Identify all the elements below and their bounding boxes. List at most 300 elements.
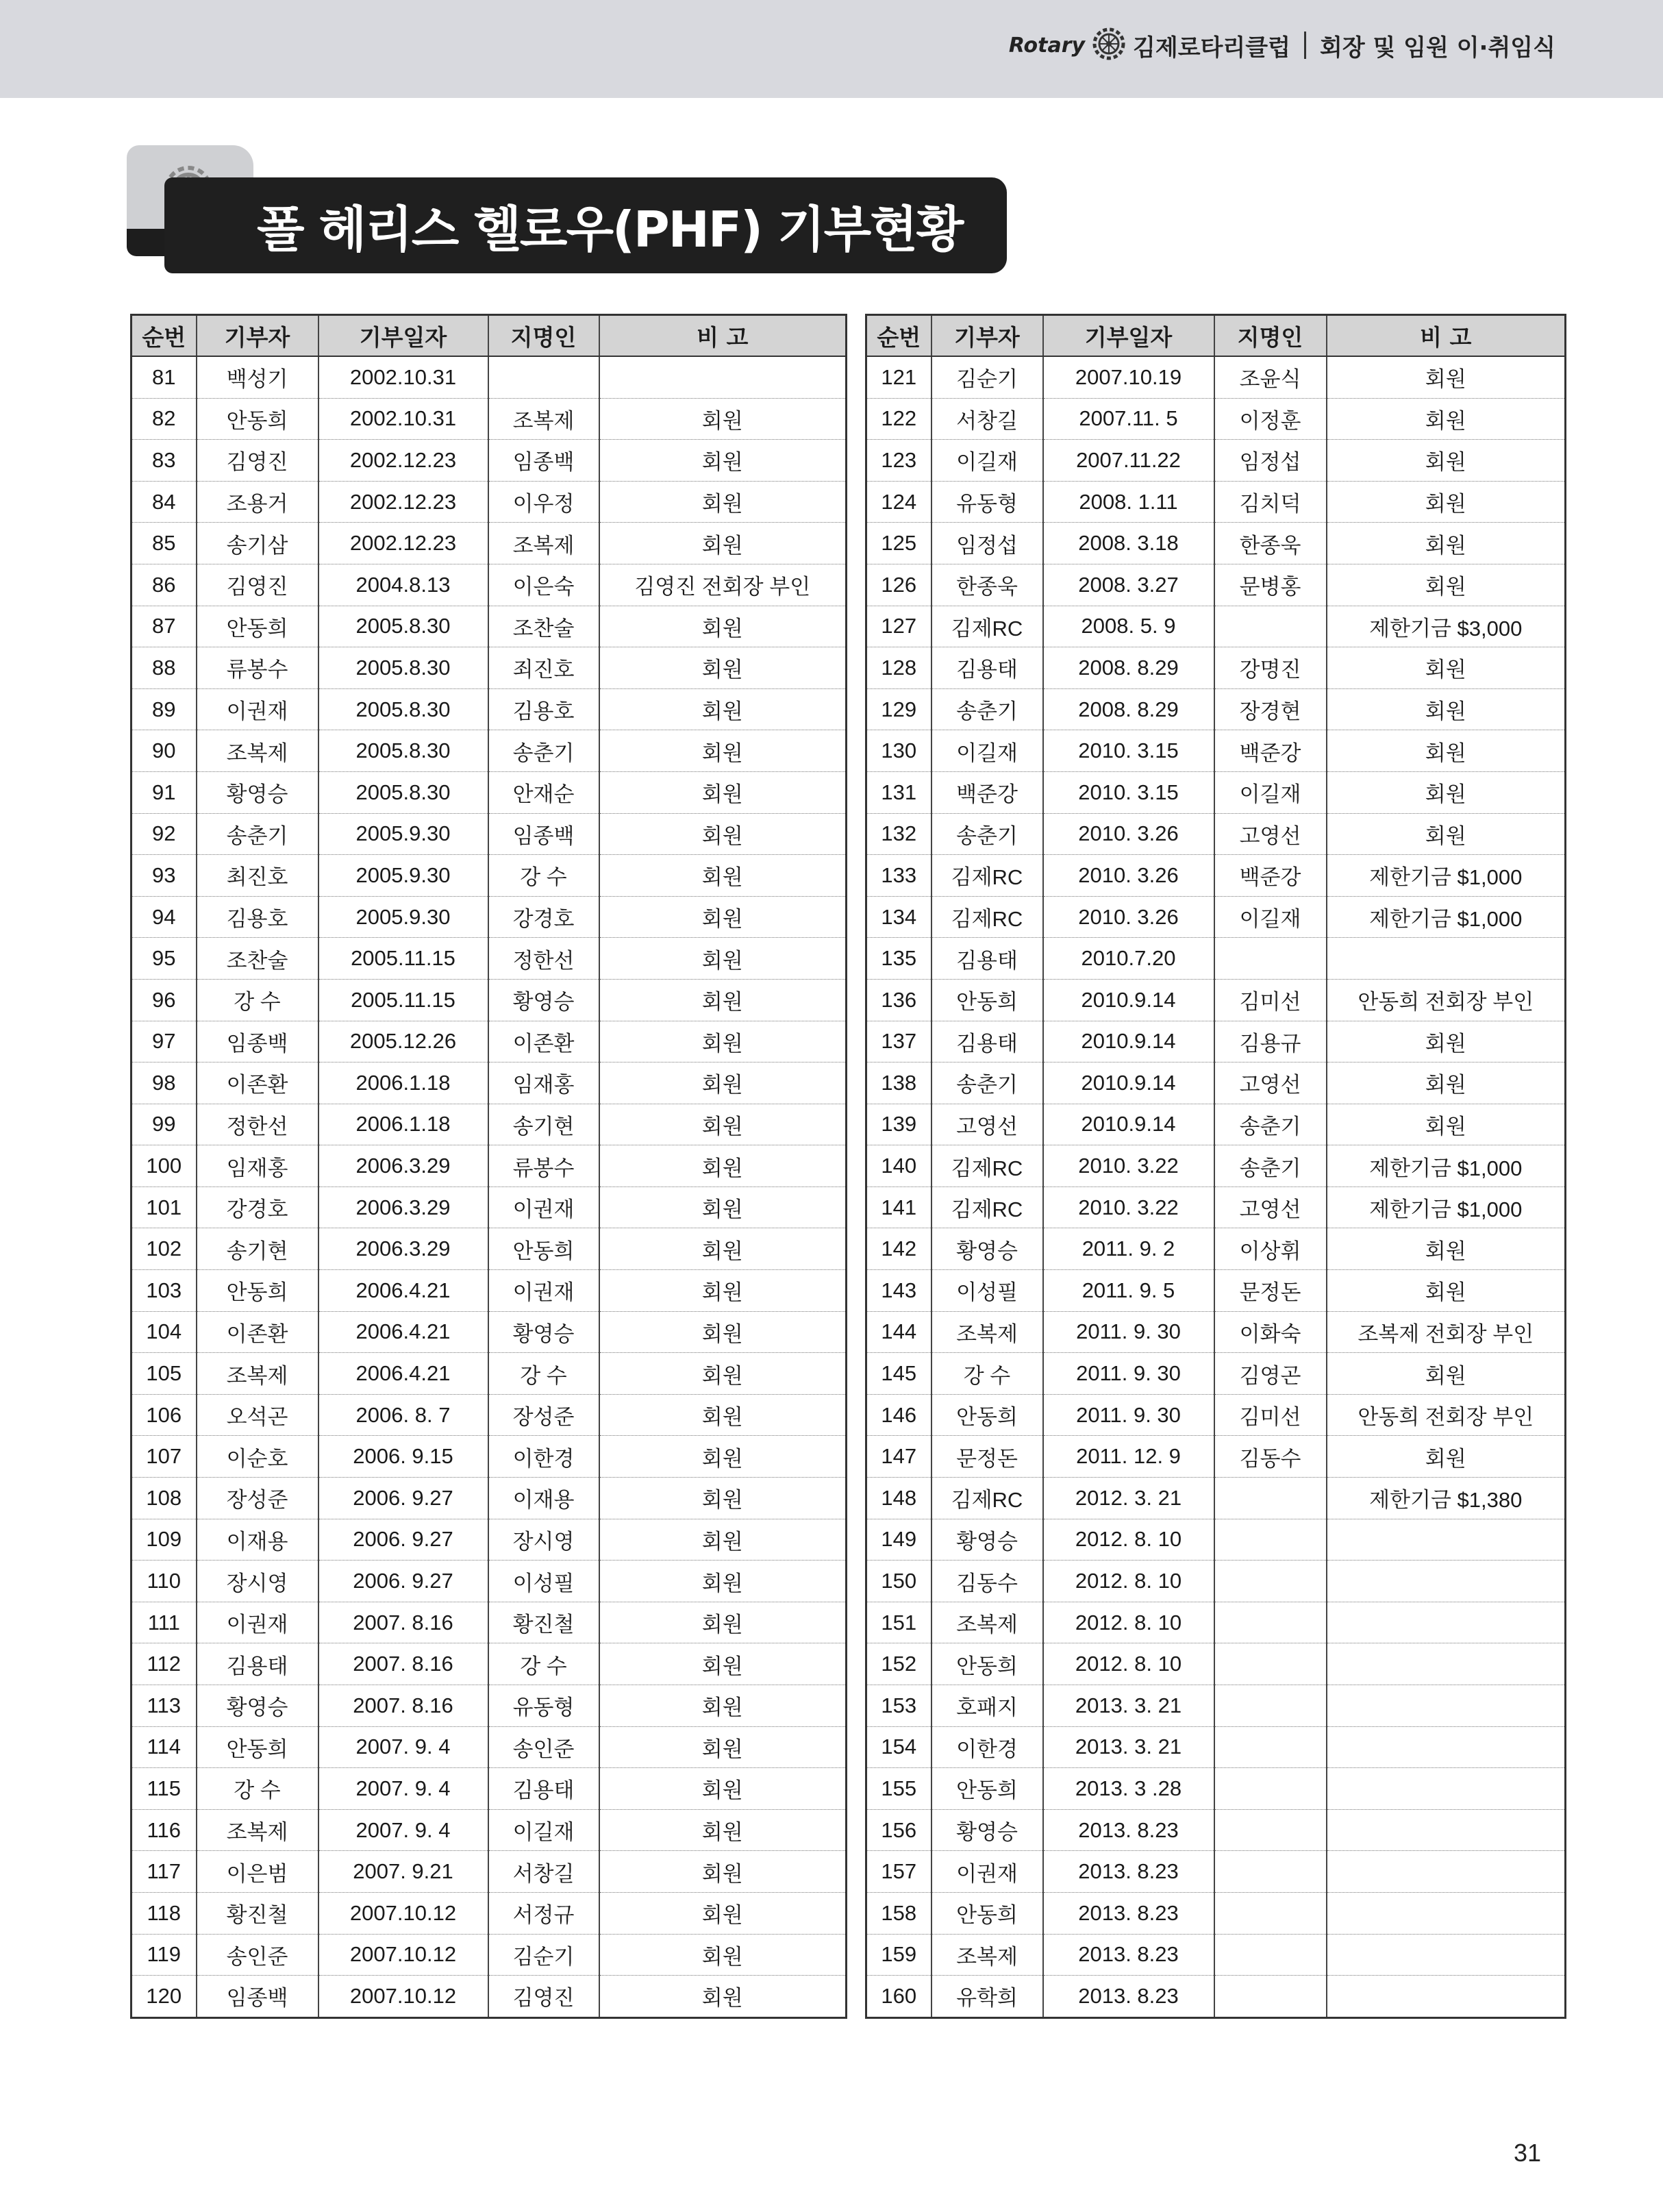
cell-donor: 고영선 [931, 1104, 1043, 1145]
cell-donor: 이권재 [931, 1851, 1043, 1893]
table-row [866, 896, 1566, 938]
cell-nominee: 고영선 [1214, 1186, 1327, 1228]
column-header-donor: 기부자 [197, 315, 318, 357]
cell-nominee: 강 수 [488, 855, 599, 897]
cell-donor: 김순기 [931, 356, 1043, 398]
cell-number: 107 [132, 1436, 197, 1478]
cell-nominee: 이정훈 [1214, 398, 1327, 440]
cell-number: 118 [132, 1892, 197, 1934]
cell-number: 145 [866, 1353, 931, 1395]
cell-nominee: 김영진 [488, 1976, 599, 2018]
cell-number: 99 [132, 1104, 197, 1145]
cell-note [1327, 1602, 1566, 1643]
cell-date: 2007. 9. 4 [318, 1809, 488, 1851]
table-row [132, 688, 847, 730]
table-row [866, 1228, 1566, 1270]
cell-number: 125 [866, 523, 931, 564]
cell-nominee: 이길재 [488, 1809, 599, 1851]
cell-donor: 이권재 [197, 688, 318, 730]
cell-donor: 김제RC [931, 1145, 1043, 1187]
cell-number: 116 [132, 1809, 197, 1851]
cell-donor: 김제RC [931, 1478, 1043, 1519]
cell-note: 회원 [1327, 1270, 1566, 1312]
cell-nominee: 송인준 [488, 1726, 599, 1768]
table-row [132, 730, 847, 772]
cell-nominee: 강 수 [488, 1643, 599, 1685]
table-row [132, 1726, 847, 1768]
cell-note: 회원 [599, 1519, 847, 1561]
cell-donor: 송춘기 [931, 1062, 1043, 1104]
cell-number: 143 [866, 1270, 931, 1312]
cell-date: 2005.11.15 [318, 979, 488, 1021]
cell-donor: 이성필 [931, 1270, 1043, 1312]
cell-donor: 김제RC [931, 606, 1043, 647]
cell-donor: 강 수 [197, 979, 318, 1021]
cell-date: 2013. 8.23 [1043, 1809, 1214, 1851]
cell-date: 2012. 8. 10 [1043, 1519, 1214, 1561]
cell-date: 2006. 8. 7 [318, 1394, 488, 1436]
table-row [866, 1976, 1566, 2018]
cell-nominee: 이우정 [488, 481, 599, 523]
cell-note: 회원 [599, 1436, 847, 1478]
title-bar [164, 177, 1007, 273]
table-row [866, 1145, 1566, 1187]
cell-date: 2013. 3 .28 [1043, 1768, 1214, 1810]
cell-number: 123 [866, 440, 931, 482]
cell-note: 회원 [599, 1104, 847, 1145]
cell-nominee: 이은숙 [488, 564, 599, 606]
cell-nominee [1214, 1768, 1327, 1810]
donation-table-right [865, 314, 1566, 2019]
table-header-row [132, 315, 847, 357]
cell-donor: 김제RC [931, 896, 1043, 938]
table-row [866, 688, 1566, 730]
cell-nominee: 김미선 [1214, 1394, 1327, 1436]
cell-nominee: 이상휘 [1214, 1228, 1327, 1270]
table-row [132, 771, 847, 813]
cell-number: 100 [132, 1145, 197, 1187]
cell-donor: 이한경 [931, 1726, 1043, 1768]
cell-date: 2006.3.29 [318, 1145, 488, 1187]
cell-note: 회원 [599, 1892, 847, 1934]
cell-number: 85 [132, 523, 197, 564]
column-header-note: 비 고 [1327, 315, 1566, 357]
cell-nominee: 송기현 [488, 1104, 599, 1145]
cell-number: 94 [132, 896, 197, 938]
cell-note: 회원 [599, 855, 847, 897]
column-header-number: 순번 [866, 315, 931, 357]
cell-date: 2010. 3.26 [1043, 855, 1214, 897]
cell-number: 89 [132, 688, 197, 730]
cell-donor: 황영승 [931, 1228, 1043, 1270]
cell-date: 2007. 9. 4 [318, 1726, 488, 1768]
cell-number: 102 [132, 1228, 197, 1270]
cell-note: 회원 [599, 1478, 847, 1519]
cell-nominee: 백준강 [1214, 855, 1327, 897]
table-row [132, 1228, 847, 1270]
table-row [866, 1809, 1566, 1851]
cell-note: 회원 [599, 1062, 847, 1104]
cell-donor: 조복제 [931, 1311, 1043, 1353]
table-row [866, 1270, 1566, 1312]
cell-number: 90 [132, 730, 197, 772]
cell-nominee: 조찬술 [488, 606, 599, 647]
cell-number: 108 [132, 1478, 197, 1519]
title-banner [127, 145, 1007, 279]
cell-note: 회원 [599, 1561, 847, 1602]
table-header-row [866, 315, 1566, 357]
cell-date: 2007.10.12 [318, 1934, 488, 1976]
cell-nominee: 서정규 [488, 1892, 599, 1934]
cell-date: 2006. 9.27 [318, 1561, 488, 1602]
cell-note: 제한기금 $1,000 [1327, 855, 1566, 897]
cell-nominee: 황진철 [488, 1602, 599, 1643]
cell-date: 2007. 8.16 [318, 1643, 488, 1685]
cell-note: 제한기금 $1,000 [1327, 896, 1566, 938]
table-row [866, 1186, 1566, 1228]
table-row [866, 1394, 1566, 1436]
cell-nominee: 장경현 [1214, 688, 1327, 730]
cell-note: 회원 [599, 647, 847, 689]
cell-nominee [1214, 1809, 1327, 1851]
cell-number: 106 [132, 1394, 197, 1436]
cell-date: 2007.10.12 [318, 1892, 488, 1934]
cell-nominee [1214, 1478, 1327, 1519]
cell-nominee: 이권재 [488, 1186, 599, 1228]
cell-note: 회원 [599, 1270, 847, 1312]
cell-nominee: 김용태 [488, 1768, 599, 1810]
cell-nominee: 임정섭 [1214, 440, 1327, 482]
table-row [132, 647, 847, 689]
cell-date: 2010.9.14 [1043, 979, 1214, 1021]
cell-donor: 임정섭 [931, 523, 1043, 564]
cell-number: 148 [866, 1478, 931, 1519]
cell-number: 103 [132, 1270, 197, 1312]
table-row [866, 1685, 1566, 1727]
cell-note: 회원 [1327, 440, 1566, 482]
cell-note [1327, 1643, 1566, 1685]
cell-number: 130 [866, 730, 931, 772]
cell-nominee: 이권재 [488, 1270, 599, 1312]
table-row [132, 1436, 847, 1478]
cell-nominee: 송춘기 [488, 730, 599, 772]
cell-date: 2010.7.20 [1043, 938, 1214, 980]
cell-date: 2005.9.30 [318, 896, 488, 938]
cell-date: 2010.9.14 [1043, 1062, 1214, 1104]
table-row [132, 1353, 847, 1395]
table-row [866, 356, 1566, 398]
cell-note: 회원 [1327, 523, 1566, 564]
cell-note: 회원 [599, 606, 847, 647]
cell-date: 2006. 9.27 [318, 1478, 488, 1519]
cell-number: 114 [132, 1726, 197, 1768]
cell-date: 2010. 3.22 [1043, 1145, 1214, 1187]
cell-number: 88 [132, 647, 197, 689]
cell-nominee: 안재순 [488, 771, 599, 813]
cell-note: 회원 [599, 896, 847, 938]
cell-number: 147 [866, 1436, 931, 1478]
table-row [866, 1478, 1566, 1519]
cell-date: 2010. 3.22 [1043, 1186, 1214, 1228]
cell-note: 회원 [1327, 771, 1566, 813]
cell-note: 회원 [1327, 564, 1566, 606]
cell-number: 101 [132, 1186, 197, 1228]
cell-date: 2005.9.30 [318, 813, 488, 855]
cell-nominee [1214, 606, 1327, 647]
table-row [866, 1892, 1566, 1934]
table-row [132, 398, 847, 440]
cell-donor: 강경호 [197, 1186, 318, 1228]
cell-nominee: 임종백 [488, 440, 599, 482]
table-row [132, 564, 847, 606]
cell-nominee: 안동희 [488, 1228, 599, 1270]
cell-number: 97 [132, 1021, 197, 1062]
cell-nominee: 이화숙 [1214, 1311, 1327, 1353]
rotary-wordmark: Rotary [1008, 33, 1086, 58]
cell-note: 회원 [599, 730, 847, 772]
cell-date: 2011. 9. 5 [1043, 1270, 1214, 1312]
cell-date: 2006.3.29 [318, 1228, 488, 1270]
table-row [132, 606, 847, 647]
cell-note: 회원 [599, 1602, 847, 1643]
table-row [132, 1186, 847, 1228]
cell-number: 149 [866, 1519, 931, 1561]
cell-donor: 최진호 [197, 855, 318, 897]
table-row [866, 771, 1566, 813]
cell-date: 2005.11.15 [318, 938, 488, 980]
cell-note [1327, 1934, 1566, 1976]
cell-date: 2006.1.18 [318, 1062, 488, 1104]
cell-number: 91 [132, 771, 197, 813]
cell-date: 2005.8.30 [318, 647, 488, 689]
cell-donor: 백준강 [931, 771, 1043, 813]
cell-number: 126 [866, 564, 931, 606]
cell-donor: 안동희 [197, 1726, 318, 1768]
table-row [866, 855, 1566, 897]
cell-date: 2005.8.30 [318, 688, 488, 730]
cell-donor: 안동희 [931, 1892, 1043, 1934]
table-row [132, 440, 847, 482]
cell-date: 2006.1.18 [318, 1104, 488, 1145]
cell-donor: 백성기 [197, 356, 318, 398]
cell-note: 회원 [1327, 356, 1566, 398]
cell-note: 안동희 전회장 부인 [1327, 979, 1566, 1021]
cell-note: 회원 [599, 398, 847, 440]
cell-nominee [1214, 1892, 1327, 1934]
cell-number: 110 [132, 1561, 197, 1602]
table-row [132, 1519, 847, 1561]
cell-note: 회원 [599, 1228, 847, 1270]
cell-date: 2008. 1.11 [1043, 481, 1214, 523]
cell-date: 2005.8.30 [318, 730, 488, 772]
cell-number: 96 [132, 979, 197, 1021]
cell-note: 회원 [1327, 398, 1566, 440]
column-header-note: 비 고 [599, 315, 847, 357]
cell-donor: 송기삼 [197, 523, 318, 564]
cell-number: 155 [866, 1768, 931, 1810]
cell-nominee [1214, 1976, 1327, 2018]
cell-date: 2010. 3.15 [1043, 730, 1214, 772]
cell-nominee: 정한선 [488, 938, 599, 980]
cell-donor: 이존환 [197, 1062, 318, 1104]
cell-note [1327, 938, 1566, 980]
cell-date: 2007.11.22 [1043, 440, 1214, 482]
cell-date: 2005.8.30 [318, 771, 488, 813]
cell-number: 86 [132, 564, 197, 606]
cell-date: 2012. 3. 21 [1043, 1478, 1214, 1519]
cell-note [1327, 1976, 1566, 2018]
cell-donor: 조용거 [197, 481, 318, 523]
cell-nominee: 황영승 [488, 1311, 599, 1353]
cell-number: 83 [132, 440, 197, 482]
table-row [866, 647, 1566, 689]
cell-donor: 김용태 [931, 647, 1043, 689]
table-row [866, 1062, 1566, 1104]
cell-nominee [1214, 1519, 1327, 1561]
table-row [866, 606, 1566, 647]
table-row [866, 938, 1566, 980]
cell-note: 회원 [1327, 1104, 1566, 1145]
cell-date: 2005.8.30 [318, 606, 488, 647]
cell-number: 157 [866, 1851, 931, 1893]
cell-date: 2002.10.31 [318, 398, 488, 440]
cell-number: 131 [866, 771, 931, 813]
cell-note: 김영진 전회장 부인 [599, 564, 847, 606]
cell-number: 160 [866, 1976, 931, 2018]
cell-donor: 안동희 [931, 979, 1043, 1021]
cell-date: 2012. 8. 10 [1043, 1602, 1214, 1643]
cell-note: 제한기금 $1,000 [1327, 1186, 1566, 1228]
cell-date: 2010.9.14 [1043, 1104, 1214, 1145]
cell-date: 2011. 12. 9 [1043, 1436, 1214, 1478]
table-row [132, 1809, 847, 1851]
cell-date: 2013. 8.23 [1043, 1892, 1214, 1934]
cell-donor: 유동형 [931, 481, 1043, 523]
cell-date: 2012. 8. 10 [1043, 1561, 1214, 1602]
cell-donor: 김영진 [197, 564, 318, 606]
cell-nominee: 이성필 [488, 1561, 599, 1602]
cell-number: 136 [866, 979, 931, 1021]
cell-donor: 황영승 [197, 1685, 318, 1727]
cell-number: 159 [866, 1934, 931, 1976]
cell-number: 82 [132, 398, 197, 440]
rotary-wheel-icon [1092, 27, 1126, 64]
cell-note: 회원 [599, 440, 847, 482]
cell-date: 2013. 8.23 [1043, 1851, 1214, 1893]
column-header-nominee: 지명인 [1214, 315, 1327, 357]
table-row [132, 979, 847, 1021]
cell-number: 140 [866, 1145, 931, 1187]
table-row [866, 1021, 1566, 1062]
cell-number: 142 [866, 1228, 931, 1270]
table-row [132, 356, 847, 398]
cell-date: 2005.9.30 [318, 855, 488, 897]
cell-nominee: 이재용 [488, 1478, 599, 1519]
cell-note: 회원 [599, 523, 847, 564]
cell-date: 2008. 8.29 [1043, 688, 1214, 730]
cell-nominee: 장성준 [488, 1394, 599, 1436]
table-row [132, 1561, 847, 1602]
cell-nominee: 조복제 [488, 398, 599, 440]
cell-number: 129 [866, 688, 931, 730]
page-title: 폴 헤리스 헬로우(PHF) 기부현황 [257, 201, 963, 258]
page-header [1009, 26, 1555, 64]
cell-donor: 한종욱 [931, 564, 1043, 606]
cell-donor: 김제RC [931, 1186, 1043, 1228]
cell-note: 회원 [599, 1186, 847, 1228]
table-row [132, 1976, 847, 2018]
cell-number: 144 [866, 1311, 931, 1353]
cell-nominee [1214, 1934, 1327, 1976]
cell-nominee: 김영곤 [1214, 1353, 1327, 1395]
cell-number: 139 [866, 1104, 931, 1145]
cell-note: 회원 [599, 771, 847, 813]
cell-note [1327, 1519, 1566, 1561]
cell-nominee: 죄진호 [488, 647, 599, 689]
cell-note: 회원 [1327, 1021, 1566, 1062]
cell-note: 회원 [599, 813, 847, 855]
cell-nominee: 이한경 [488, 1436, 599, 1478]
table-row [866, 1436, 1566, 1478]
cell-nominee: 황영승 [488, 979, 599, 1021]
column-header-donor: 기부자 [931, 315, 1043, 357]
cell-donor: 조복제 [197, 1809, 318, 1851]
cell-nominee: 강 수 [488, 1353, 599, 1395]
cell-date: 2007. 9. 4 [318, 1768, 488, 1810]
cell-number: 156 [866, 1809, 931, 1851]
cell-number: 115 [132, 1768, 197, 1810]
cell-note: 회원 [1327, 647, 1566, 689]
table-row [132, 1892, 847, 1934]
cell-donor: 이은범 [197, 1851, 318, 1893]
cell-date: 2007. 8.16 [318, 1685, 488, 1727]
cell-number: 98 [132, 1062, 197, 1104]
table-row [132, 1934, 847, 1976]
cell-nominee: 서창길 [488, 1851, 599, 1893]
cell-note: 회원 [599, 1726, 847, 1768]
cell-nominee: 이존환 [488, 1021, 599, 1062]
page-number: 31 [1514, 2139, 1542, 2167]
cell-nominee: 한종욱 [1214, 523, 1327, 564]
cell-note: 제한기금 $3,000 [1327, 606, 1566, 647]
cell-number: 104 [132, 1311, 197, 1353]
cell-nominee [1214, 938, 1327, 980]
cell-nominee: 김치덕 [1214, 481, 1327, 523]
cell-nominee: 조복제 [488, 523, 599, 564]
table-row [132, 1643, 847, 1685]
cell-donor: 조복제 [931, 1934, 1043, 1976]
cell-number: 120 [132, 1976, 197, 2018]
cell-donor: 안동희 [931, 1643, 1043, 1685]
cell-date: 2010. 3.26 [1043, 813, 1214, 855]
cell-note: 회원 [599, 481, 847, 523]
cell-donor: 오석곤 [197, 1394, 318, 1436]
cell-date: 2006.4.21 [318, 1270, 488, 1312]
table-row [132, 1104, 847, 1145]
cell-note: 회원 [1327, 730, 1566, 772]
table-row [866, 1602, 1566, 1643]
cell-number: 111 [132, 1602, 197, 1643]
cell-date: 2006.3.29 [318, 1186, 488, 1228]
cell-donor: 이길재 [931, 730, 1043, 772]
table-row [866, 1311, 1566, 1353]
table-row [132, 1602, 847, 1643]
table-row [132, 896, 847, 938]
cell-nominee: 이길재 [1214, 771, 1327, 813]
club-name: 김제로타리클럽 [1133, 34, 1290, 62]
cell-number: 146 [866, 1394, 931, 1436]
cell-number: 135 [866, 938, 931, 980]
